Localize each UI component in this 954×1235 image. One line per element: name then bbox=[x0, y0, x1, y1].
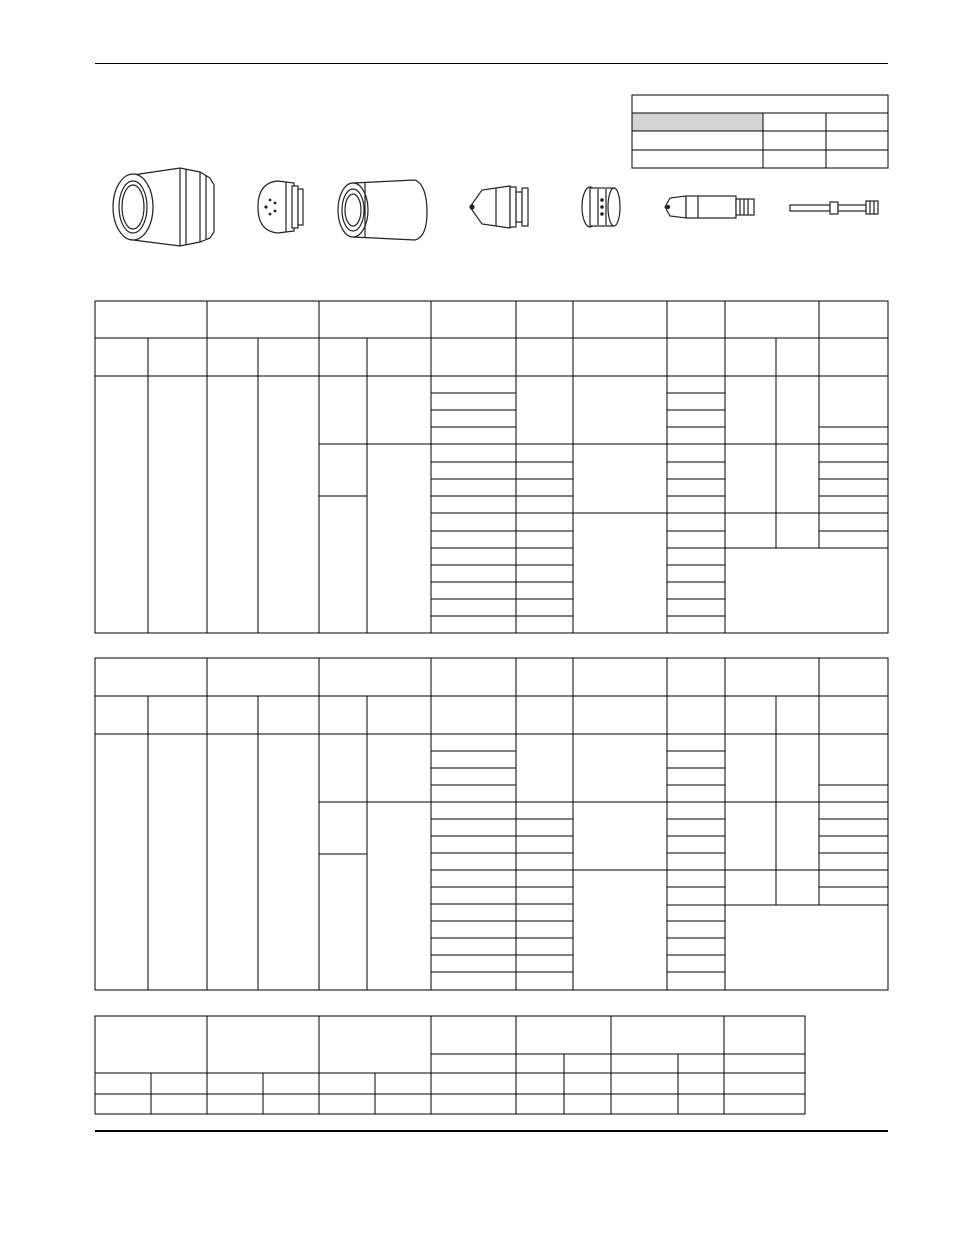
shield-icon bbox=[113, 168, 214, 246]
nozzle-icon bbox=[470, 186, 528, 228]
water-tube-icon bbox=[790, 201, 878, 214]
swirl-ring-icon bbox=[582, 187, 620, 227]
electrode-icon bbox=[665, 196, 754, 218]
nozzle-retaining-cap-icon bbox=[258, 181, 303, 233]
retaining-cap-icon bbox=[338, 180, 427, 240]
